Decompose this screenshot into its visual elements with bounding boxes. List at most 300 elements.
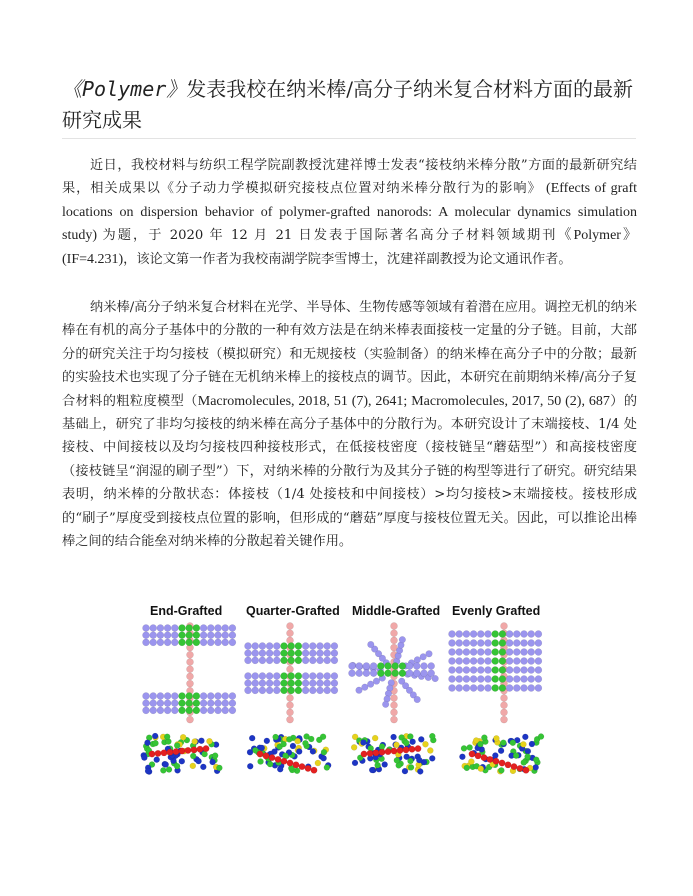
p2-seg-1: 纳米棒/高分子纳米复合材料在光学、半导体、生物传感等领域有着潜在应用。调控无机的纳米棒在有机的高分子基体中的分散的一种有效方法是在纳米棒表面接枝一定量的分子链。目前，大部分的研究关注于均匀接枝（模拟研究）和无规接枝（实验制备）的纳米棒在高分子中的分散；最新的实验技术也实现了分子链在无机纳米棒上的接枝点的调节。因此，本研究在前期纳米棒/高分子复合材料的粗粒度模型（: [62, 300, 637, 409]
simulation-bead: [180, 734, 186, 740]
polymer-bead: [385, 670, 392, 677]
polymer-bead: [506, 685, 513, 692]
polymer-bead: [266, 673, 273, 680]
polymer-bead: [215, 700, 222, 707]
polymer-bead: [259, 657, 266, 664]
polymer-bead: [492, 676, 499, 683]
polymer-bead: [513, 640, 520, 647]
title-text: 发表我校在纳米棒/高分子纳米复合材料方面的最新研究成果: [62, 77, 634, 132]
simulation-rod-bead: [257, 751, 263, 757]
polymer-bead: [273, 643, 280, 650]
polymer-bead: [499, 631, 506, 638]
polymer-bead: [222, 700, 229, 707]
polymer-bead: [171, 632, 178, 639]
article-title: [62, 74, 637, 136]
simulation-rod-bead: [191, 747, 197, 753]
simulation-rod-bead: [281, 758, 287, 764]
polymer-bead: [200, 700, 207, 707]
polymer-bead: [215, 639, 222, 646]
polymer-bead: [259, 687, 266, 694]
polymer-bead: [295, 643, 302, 650]
polymer-bead: [288, 657, 295, 664]
simulation-bead: [212, 753, 218, 759]
simulation-rod-bead: [367, 750, 373, 756]
p1-seg-1: 近日，我校材料与纺织工程学院副教授沈建祥博士发表“接枝纳米棒分散”方面的最新研究结果，相关成果以《分子动力学模拟研究接枝点位置对纳米棒分散行为的影响》: [62, 158, 637, 197]
polymer-bead: [157, 639, 164, 646]
polymer-bead: [456, 649, 463, 656]
polymer-bead: [229, 639, 236, 646]
simulation-bead: [525, 748, 531, 754]
polymer-bead: [186, 632, 193, 639]
rod-bead: [287, 716, 294, 723]
polymer-bead: [521, 685, 528, 692]
polymer-bead: [302, 643, 309, 650]
simulation-bead: [198, 738, 204, 744]
simulation-bead: [258, 759, 264, 765]
polymer-bead: [302, 650, 309, 657]
rod-bead: [187, 673, 194, 680]
simulation-bead: [394, 757, 400, 763]
polymer-bead: [281, 650, 288, 657]
polymer-bead: [252, 650, 259, 657]
polymer-bead: [456, 667, 463, 674]
polymer-bead: [470, 649, 477, 656]
polymer-bead: [288, 650, 295, 657]
simulation-bead: [206, 738, 212, 744]
polymer-bead: [513, 685, 520, 692]
simulation-bead: [164, 734, 170, 740]
simulation-bead: [520, 741, 526, 747]
polymer-bead: [485, 658, 492, 665]
polymer-bead: [273, 650, 280, 657]
simulation-bead: [410, 739, 416, 745]
paragraph-2: [62, 296, 637, 553]
polymer-bead: [356, 687, 363, 694]
polymer-bead: [215, 632, 222, 639]
simulation-rod-bead: [155, 750, 161, 756]
polymer-bead: [363, 663, 370, 670]
simulation-bead: [277, 766, 283, 772]
simulation-bead: [286, 736, 292, 742]
polymer-bead: [150, 700, 157, 707]
polymer-bead: [499, 649, 506, 656]
simulation-bead: [461, 745, 467, 751]
polymer-bead: [449, 667, 456, 674]
simulation-rod-bead: [487, 756, 493, 762]
rod-bead: [391, 630, 398, 637]
simulation-bead: [533, 757, 539, 763]
polymer-bead: [463, 685, 470, 692]
polymer-bead: [506, 676, 513, 683]
simulation-bead: [408, 764, 414, 770]
polymer-bead: [449, 640, 456, 647]
polymer-bead: [349, 663, 356, 670]
simulation-bead: [379, 744, 385, 750]
polymer-bead: [171, 639, 178, 646]
polymer-bead: [485, 667, 492, 674]
polymer-bead: [528, 640, 535, 647]
simulation-bead: [492, 753, 498, 759]
simulation-rod-bead: [149, 751, 155, 757]
polymer-bead: [370, 670, 377, 677]
polymer-bead: [295, 650, 302, 657]
polymer-bead: [420, 654, 427, 661]
polymer-bead: [215, 707, 222, 714]
polymer-bead: [186, 625, 193, 632]
polymer-bead: [477, 649, 484, 656]
polymer-bead: [215, 693, 222, 700]
polymer-bead: [252, 643, 259, 650]
polymer-bead: [413, 663, 420, 670]
simulation-bead: [522, 734, 528, 740]
polymer-bead: [506, 640, 513, 647]
polymer-bead: [143, 693, 150, 700]
polymer-bead: [492, 658, 499, 665]
polymer-bead: [513, 676, 520, 683]
simulation-rod-bead: [179, 748, 185, 754]
p1-seg-5: ，该论文第一作者为我校南湖学院李雪博士，沈建祥副教授为论文通讯作者。: [123, 251, 572, 267]
simulation-bead: [247, 749, 253, 755]
polymer-bead: [259, 650, 266, 657]
polymer-bead: [470, 640, 477, 647]
p2-seg-3: ）的基础上，研究了非均匀接枝的纳米棒在高分子基体中的分散行为。本研究设计了末端接枝、1/4 处接枝、中间接枝以及均匀接枝四种接枝形式，在低接枝密度（接枝链呈“蘑菇型”）和高接枝密度（接枝链呈“润湿的刷子型”）下，对纳米棒的分散行为及其分子链的构型等进行了研究。研究结果表明，纳米棒的分散状态：体接枝（1/4 处接枝和中间接枝）>均匀接枝>末端接枝。接枝形成的“刷子”厚度受到接枝点位置的影响，但形成的“蘑菇”厚度与接枝位置无关。因此，可以推论出棒棒之间的结合能垒对纳米棒的分散起着关键作用。: [62, 393, 638, 550]
simulation-bead: [302, 740, 308, 746]
polymer-bead: [309, 650, 316, 657]
polymer-bead: [150, 693, 157, 700]
polymer-bead: [492, 667, 499, 674]
polymer-bead: [324, 643, 331, 650]
polymer-bead: [356, 663, 363, 670]
polymer-bead: [535, 658, 542, 665]
rod-bead: [391, 702, 398, 709]
rod-bead: [287, 630, 294, 637]
polymer-bead: [288, 673, 295, 680]
polymer-bead: [477, 685, 484, 692]
simulation-rod-bead: [373, 750, 379, 756]
simulation-rod-bead: [167, 749, 173, 755]
simulation-bead: [316, 737, 322, 743]
polymer-bead: [266, 650, 273, 657]
polymer-bead: [506, 667, 513, 674]
polymer-bead: [499, 667, 506, 674]
polymer-bead: [331, 687, 338, 694]
polymer-bead: [535, 649, 542, 656]
polymer-bead: [528, 667, 535, 674]
p1-seg-3: 为题，于 2020 年 12 月 21 日发表于国际著名高分子材料领域期刊: [102, 228, 558, 244]
polymer-bead: [456, 640, 463, 647]
polymer-bead: [295, 680, 302, 687]
polymer-bead: [193, 632, 200, 639]
rod-bead: [501, 623, 508, 630]
polymer-bead: [288, 680, 295, 687]
simulation-bead: [174, 763, 180, 769]
polymer-bead: [288, 687, 295, 694]
polymer-bead: [222, 625, 229, 632]
polymer-bead: [281, 673, 288, 680]
simulation-rod-bead: [409, 746, 415, 752]
simulation-rod-bead: [517, 765, 523, 771]
polymer-bead: [200, 632, 207, 639]
simulation-bead: [264, 738, 270, 744]
rod-bead: [187, 659, 194, 666]
rod-bead: [391, 695, 398, 702]
simulation-bead: [498, 767, 504, 773]
simulation-bead: [200, 764, 206, 770]
polymer-bead: [186, 707, 193, 714]
simulation-bead: [192, 739, 198, 745]
simulation-bead: [295, 738, 301, 744]
title-divider: [62, 138, 636, 139]
polymer-bead: [377, 663, 384, 670]
simulation-bead: [321, 749, 327, 755]
simulation-bead: [493, 735, 499, 741]
simulation-bead: [152, 740, 158, 746]
polymer-bead: [164, 632, 171, 639]
polymer-bead: [367, 641, 374, 648]
polymer-bead: [143, 632, 150, 639]
rod-bead: [501, 716, 508, 723]
simulation-rod-bead: [523, 767, 529, 773]
simulation-bead: [393, 742, 399, 748]
polymer-bead: [222, 707, 229, 714]
polymer-bead: [521, 640, 528, 647]
simulation-rod-bead: [397, 747, 403, 753]
polymer-bead: [245, 680, 252, 687]
polymer-bead: [463, 676, 470, 683]
polymer-bead: [367, 681, 374, 688]
polymer-bead: [406, 670, 413, 677]
polymer-bead: [324, 650, 331, 657]
panel-label-end-grafted: End-Grafted: [150, 604, 223, 618]
polymer-bead: [302, 680, 309, 687]
simulation-bead: [216, 765, 222, 771]
polymer-bead: [373, 678, 380, 685]
simulation-bead: [464, 765, 470, 771]
simulation-bead: [372, 735, 378, 741]
simulation-bead: [417, 768, 423, 774]
polymer-bead: [143, 707, 150, 714]
polymer-bead: [317, 687, 324, 694]
polymer-bead: [485, 685, 492, 692]
polymer-bead: [215, 625, 222, 632]
polymer-bead: [485, 676, 492, 683]
simulation-bead: [152, 733, 158, 739]
polymer-bead: [186, 693, 193, 700]
grafting-schematic-figure: [130, 604, 560, 784]
polymer-bead: [245, 673, 252, 680]
polymer-bead: [470, 667, 477, 674]
polymer-bead: [324, 680, 331, 687]
rod-bead: [501, 695, 508, 702]
polymer-bead: [428, 670, 435, 677]
polymer-bead: [528, 631, 535, 638]
rod-bead: [287, 695, 294, 702]
p2-seg-2-references: Macromolecules, 2018, 51 (7), 2641; Macromolecules, 2017, 50 (2), 687: [197, 393, 610, 409]
polymer-bead: [324, 687, 331, 694]
polymer-bead: [413, 670, 420, 677]
polymer-bead: [252, 657, 259, 664]
polymer-bead: [506, 631, 513, 638]
polymer-bead: [470, 658, 477, 665]
polymer-bead: [266, 657, 273, 664]
polymer-bead: [513, 658, 520, 665]
simulation-bead: [403, 740, 409, 746]
polymer-bead: [179, 632, 186, 639]
simulation-bead: [321, 755, 327, 761]
simulation-bead: [179, 758, 185, 764]
simulation-rod-bead: [275, 756, 281, 762]
polymer-bead: [499, 685, 506, 692]
simulation-bead: [190, 753, 196, 759]
simulation-bead: [500, 740, 506, 746]
polymer-bead: [463, 658, 470, 665]
polymer-bead: [245, 687, 252, 694]
simulation-rod-bead: [269, 754, 275, 760]
simulation-bead: [369, 767, 375, 773]
polymer-bead: [485, 631, 492, 638]
simulation-bead: [154, 757, 160, 763]
simulation-bead: [352, 760, 358, 766]
polymer-bead: [399, 636, 406, 643]
simulation-rod-bead: [493, 758, 499, 764]
polymer-bead: [200, 707, 207, 714]
polymer-bead: [492, 649, 499, 656]
simulation-bead: [404, 754, 410, 760]
polymer-bead: [521, 676, 528, 683]
polymer-bead: [528, 685, 535, 692]
simulation-bead: [196, 758, 202, 764]
polymer-bead: [317, 650, 324, 657]
simulation-bead: [510, 740, 516, 746]
rod-bead: [501, 709, 508, 716]
polymer-bead: [157, 707, 164, 714]
polymer-bead: [492, 685, 499, 692]
polymer-bead: [157, 700, 164, 707]
rod-bead: [187, 651, 194, 658]
polymer-bead: [449, 676, 456, 683]
polymer-bead: [309, 657, 316, 664]
simulation-bead: [190, 763, 196, 769]
polymer-bead: [143, 625, 150, 632]
polymer-bead: [463, 640, 470, 647]
polymer-bead: [331, 643, 338, 650]
polymer-bead: [186, 639, 193, 646]
polymer-bead: [449, 649, 456, 656]
rod-bead: [187, 680, 194, 687]
grafting-schematic-drawing: [130, 604, 560, 784]
polymer-bead: [470, 631, 477, 638]
simulation-bead: [351, 744, 357, 750]
simulation-rod-bead: [403, 747, 409, 753]
rod-bead: [187, 666, 194, 673]
polymer-bead: [349, 670, 356, 677]
polymer-bead: [485, 649, 492, 656]
simulation-rod-bead: [203, 745, 209, 751]
polymer-bead: [273, 657, 280, 664]
polymer-bead: [356, 670, 363, 677]
simulation-bead: [429, 755, 435, 761]
rod-bead: [391, 623, 398, 630]
polymer-bead: [295, 673, 302, 680]
polymer-bead: [193, 693, 200, 700]
simulation-bead: [308, 736, 314, 742]
polymer-bead: [150, 625, 157, 632]
polymer-bead: [179, 639, 186, 646]
polymer-bead: [157, 632, 164, 639]
polymer-bead: [449, 631, 456, 638]
polymer-bead: [406, 663, 413, 670]
simulation-rod-bead: [511, 763, 517, 769]
polymer-bead: [426, 650, 433, 657]
polymer-bead: [362, 684, 369, 691]
polymer-bead: [229, 700, 236, 707]
polymer-bead: [179, 707, 186, 714]
polymer-bead: [193, 639, 200, 646]
simulation-bead: [416, 757, 422, 763]
simulation-bead: [422, 741, 428, 747]
polymer-bead: [470, 676, 477, 683]
polymer-bead: [535, 676, 542, 683]
simulation-bead: [498, 748, 504, 754]
simulation-bead: [360, 739, 366, 745]
polymer-bead: [324, 657, 331, 664]
simulation-rod-bead: [361, 751, 367, 757]
polymer-bead: [535, 631, 542, 638]
polymer-bead: [535, 667, 542, 674]
polymer-bead: [528, 649, 535, 656]
polymer-bead: [331, 680, 338, 687]
simulation-bead: [324, 764, 330, 770]
polymer-bead: [222, 639, 229, 646]
simulation-bead: [418, 736, 424, 742]
simulation-rod-bead: [263, 753, 269, 759]
polymer-bead: [513, 631, 520, 638]
polymer-bead: [392, 663, 399, 670]
title-journal-name: 《Polymer》: [62, 77, 187, 101]
polymer-bead: [382, 701, 389, 708]
rod-bead: [391, 716, 398, 723]
polymer-bead: [528, 658, 535, 665]
polymer-bead: [252, 673, 259, 680]
polymer-bead: [513, 649, 520, 656]
polymer-bead: [317, 657, 324, 664]
simulation-bead: [529, 741, 535, 747]
polymer-bead: [171, 625, 178, 632]
simulation-rod-bead: [415, 745, 421, 751]
simulation-bead: [210, 759, 216, 765]
polymer-bead: [273, 673, 280, 680]
rod-bead: [287, 709, 294, 716]
polymer-bead: [281, 687, 288, 694]
polymer-bead: [521, 631, 528, 638]
simulation-bead: [533, 764, 539, 770]
polymer-bead: [193, 700, 200, 707]
polymer-bead: [477, 631, 484, 638]
simulation-bead: [141, 755, 147, 761]
polymer-bead: [164, 625, 171, 632]
simulation-bead: [467, 744, 473, 750]
polymer-bead: [281, 643, 288, 650]
simulation-bead: [478, 766, 484, 772]
polymer-bead: [252, 680, 259, 687]
polymer-bead: [309, 673, 316, 680]
polymer-bead: [309, 680, 316, 687]
polymer-bead: [456, 676, 463, 683]
simulation-bead: [468, 759, 474, 765]
simulation-rod-bead: [311, 767, 317, 773]
simulation-bead: [290, 743, 296, 749]
simulation-rod-bead: [499, 760, 505, 766]
